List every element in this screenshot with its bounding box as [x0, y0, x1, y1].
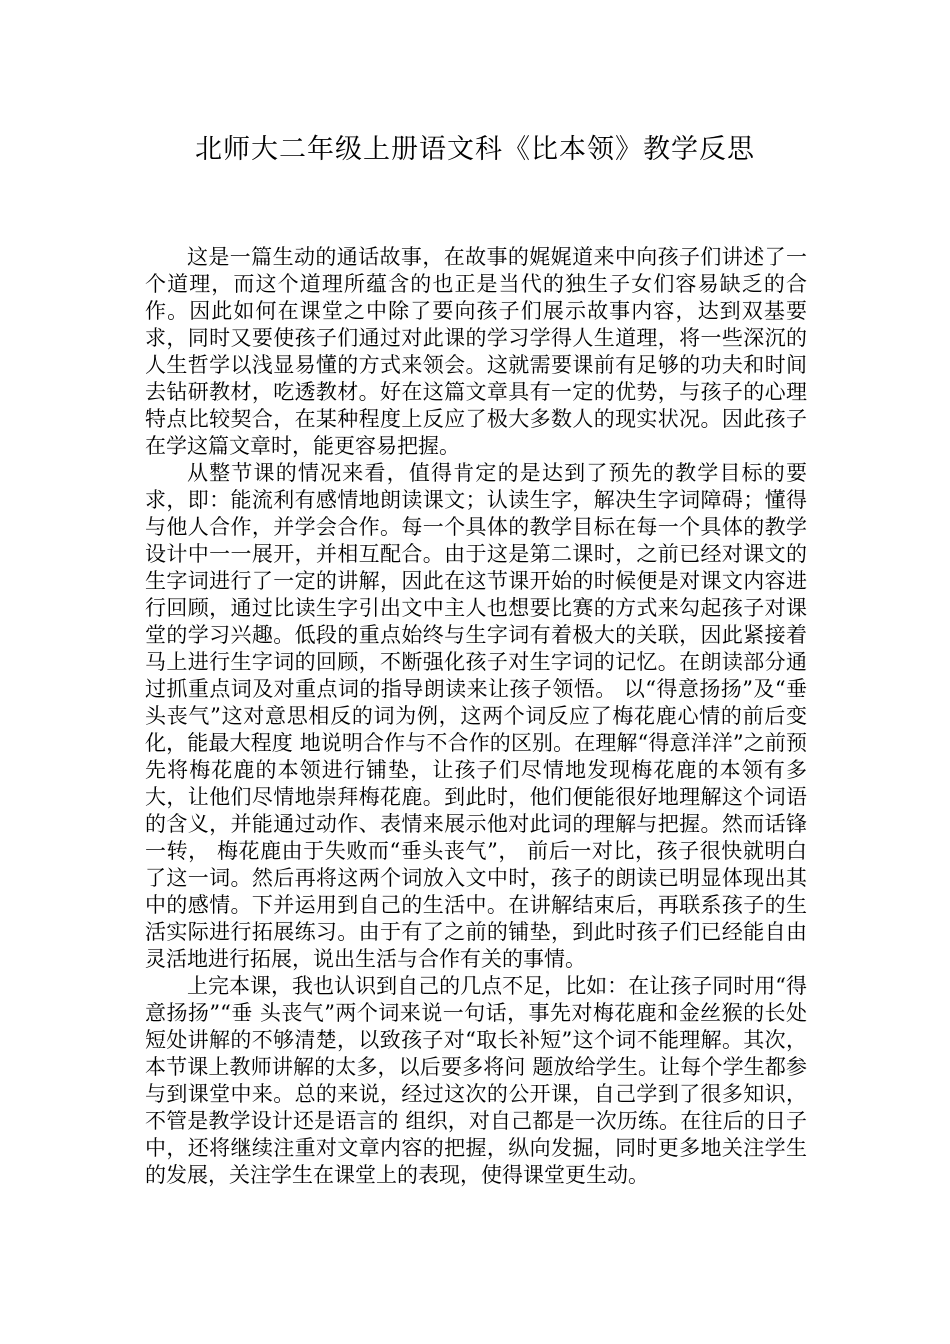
- paragraph-2: 从整节课的情况来看，值得肯定的是达到了预先的教学目标的要求，即：能流利有感情地朗读课文；认读生字，解决生字词障碍；懂得与他人合作，并学会合作。每一个具体的教学目标在每一个具体的教学设计中一一展开，并相互配合。由于这是第二课时，之前已经对课文的生字词进行了一定的讲解，因此在这节课开始的时候便是对课文内容进行回顾，通过比读生字引出文中主人也想要比赛的方式来勾起孩子对课堂的学习兴趣。低段的重点始终与生字词有着极大的关联，因此紧接着马上进行生字词的回顾，不断强化孩子对生字词的记忆。在朗读部分通过抓重点词及对重点词的指导朗读来让孩子领悟。 以“得意扬扬”及“垂头丧气”这对意思相反的词为例，这两个词反应了梅花鹿心情的前后变化，能最大程度 地说明合作与不合作的区别。在理解“得意洋洋”之前预先将梅花鹿的本领进行铺垫，让孩子们尽情地发现梅花鹿的本领有多大，让他们尽情地崇拜梅花鹿。到此时，他们便能很好地理解这个词语的含义，并能通过动作、表情来展示他对此词的理解与把握。然而话锋一转， 梅花鹿由于失败而“垂头丧气”， 前后一对比，孩子很快就明白了这一词。然后再将这两个词放入文中时，孩子的朗读已明显体现出其中的感情。下并运用到自己的生活中。在讲解结束后，再联系孩子的生活实际进行拓展练习。由于有了之前的铺垫，到此时孩子们已经能自由灵活地进行拓展，说出生活与合作有关的事情。: [145, 461, 807, 971]
- document-body: [145, 244, 807, 1189]
- paragraph-3: 上完本课，我也认识到自己的几点不足，比如：在让孩子同时用“得意扬扬”“垂 头丧气”两个词来说一句话，事先对梅花鹿和金丝猴的长处短处讲解的不够清楚，以致孩子对“取长补短”这个词不能理解。其次，本节课上教师讲解的太多，以后要多将问 题放给学生。让每个学生都参与到课堂中来。总的来说，经过这次的公开课，自己学到了很多知识，不管是教学设计还是语言的 组织，对自己都是一次历练。在往后的日子中，还将继续注重对文章内容的把握，纵向发掘，同时更多地关注学生的发展，关注学生在课堂上的表现，使得课堂更生动。: [145, 974, 807, 1187]
- paragraph-1: 这是一篇生动的通话故事，在故事的娓娓道来中向孩子们讲述了一个道理，而这个道理所蕴含的也正是当代的独生子女们容易缺乏的合作。因此如何在课堂之中除了要向孩子们展示故事内容，达到双基要求，同时又要使孩子们通过对此课的学习学得人生道理，将一些深沉的人生哲学以浅显易懂的方式来领会。这就需要课前有足够的功夫和时间去钻研教材，吃透教材。好在这篇文章具有一定的优势，与孩子的心理特点比较契合，在某种程度上反应了极大多数人的现实状况。因此孩子在学这篇文章时，能更容易把握。: [145, 245, 807, 458]
- document-title: 北师大二年级上册语文科《比本领》教学反思: [195, 134, 755, 165]
